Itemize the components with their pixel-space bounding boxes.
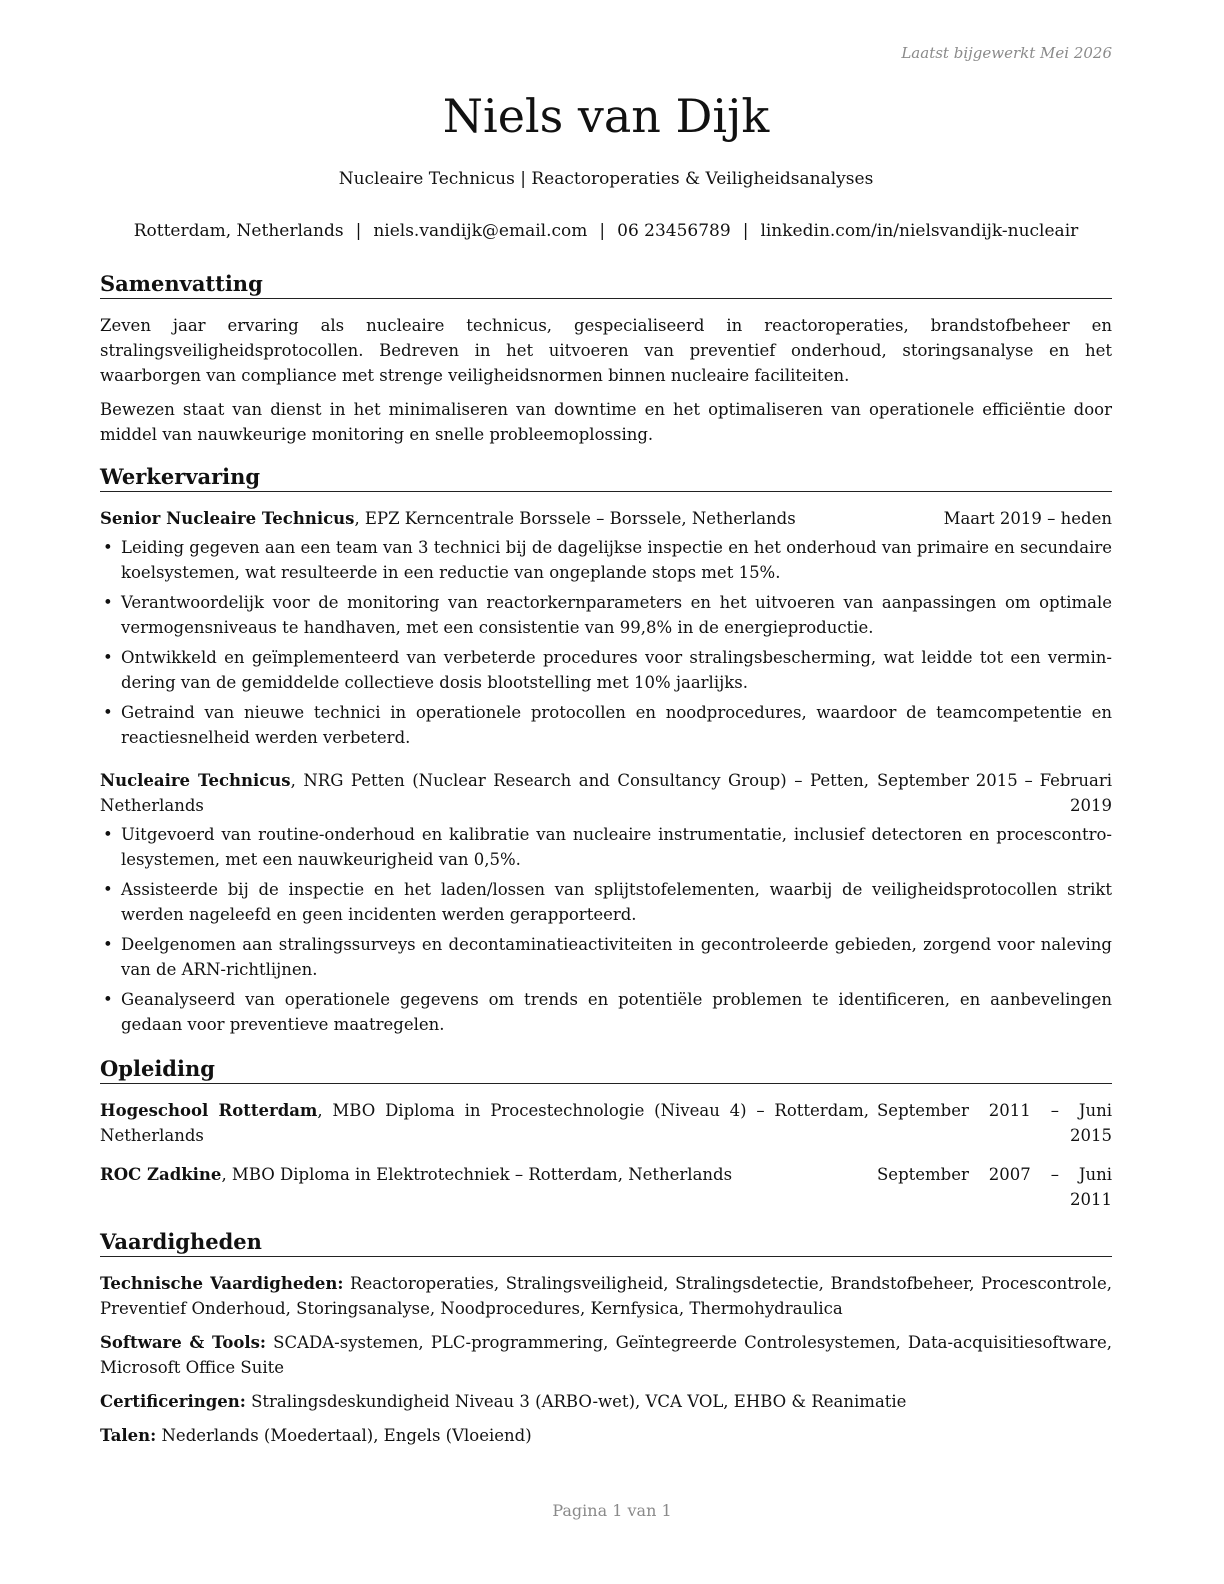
skill-label: Technische Vaardigheden: xyxy=(100,1274,344,1293)
education-entry xyxy=(100,1162,1112,1212)
bullet-icon: • xyxy=(103,703,113,722)
bullet-text: Uitgevoerd van routine-onderhoud en kalibratie van nucleaire instrumentatie, inclusief detectoren en procescontrolesystemen, met een nauwkeurigheid van 0,5%. xyxy=(121,825,1112,869)
job-header xyxy=(100,506,1112,531)
list-item xyxy=(100,932,1112,982)
education-line xyxy=(100,1098,869,1148)
list-item xyxy=(100,535,1112,585)
education-school: ROC Zadkine xyxy=(100,1165,222,1184)
list-item xyxy=(100,590,1112,640)
contact-linkedin[interactable]: linkedin.com/in/nielsvandijk-nucleair xyxy=(760,221,1079,241)
section-title-education: Opleiding xyxy=(100,1055,1112,1084)
resume-content xyxy=(100,270,1112,1464)
headline: Nucleaire Technicus | Reactoroperaties & Veiligheidsanalyses xyxy=(338,169,874,189)
education-entry xyxy=(100,1098,1112,1148)
contact-line xyxy=(100,219,1112,243)
last-updated: Laatst bijgewerkt Mei 2026 xyxy=(901,44,1112,62)
skill-value: SCADA-systemen, PLC-programmering, Geïntegreerde Controlesystemen, Data-acquisitiesoftware, Microsoft Office Suite xyxy=(100,1333,1113,1377)
job-bullets xyxy=(100,535,1112,750)
bullet-text: Geanalyseerd van operationele gegevens om trends en potentiële problemen te identificeren, en aanbevelingen gedaan voor preventieve maatregelen. xyxy=(121,990,1112,1034)
contact-phone[interactable]: 06 23456789 xyxy=(617,221,731,241)
bullet-icon: • xyxy=(103,538,113,557)
job-title-line xyxy=(100,768,869,818)
skill-line xyxy=(100,1271,1112,1321)
skill-value: Stralingsdeskundigheid Niveau 3 (ARBO-wet), VCA VOL, EHBO & Reanimatie xyxy=(245,1392,907,1411)
bullet-text: Assisteerde bij de inspectie en het laden/lossen van splijtstofelementen, waarbij de veiligheidsprotocollen strikt werden nageleefd en geen incidenten werden gerapporteerd. xyxy=(121,880,1112,924)
skill-line xyxy=(100,1423,1112,1448)
summary-section xyxy=(100,270,1112,447)
bullet-icon: • xyxy=(103,990,113,1009)
education-detail: , MBO Diploma in Procestechnologie (Niveau 4) – Rotterdam, Netherlands xyxy=(100,1101,869,1145)
skill-label: Certificeringen: xyxy=(100,1392,246,1411)
education-detail: , MBO Diploma in Elektrotechniek – Rotterdam, Netherlands xyxy=(221,1165,733,1184)
skill-value: Nederlands (Moedertaal), Engels (Vloeiend) xyxy=(156,1426,532,1445)
bullet-text: Ontwikkeld en geïmplementeerd van verbeterde procedures voor stralingsbescherming, wat leidde tot een vermindering van de gemiddelde collectieve dosis blootstelling met 10% jaarlijks. xyxy=(121,648,1112,692)
section-title-experience: Werkervaring xyxy=(100,463,1112,492)
education-header xyxy=(100,1098,1112,1148)
bullet-icon: • xyxy=(103,825,113,844)
bullet-icon: • xyxy=(103,880,113,899)
contact-separator: | xyxy=(599,221,606,241)
experience-section xyxy=(100,463,1112,1037)
list-item xyxy=(100,645,1112,695)
bullet-icon: • xyxy=(103,935,113,954)
bullet-text: Verantwoordelijk voor de monitoring van reactorkernparameters en het uitvoeren van aanpassingen om optimale vermogensniveaus te handhaven, met een consistentie van 99,8% in de energieproductie. xyxy=(121,593,1112,637)
list-item xyxy=(100,877,1112,927)
skill-label: Software & Tools: xyxy=(100,1333,266,1352)
job-entry xyxy=(100,768,1112,1037)
page-number: Pagina 1 van 1 xyxy=(552,1501,672,1520)
summary-paragraph: Bewezen staat van dienst in het minimaliseren van downtime en het optimaliseren van operationele efficiëntie door middel van nauwkeurige monitoring en snelle probleemoplossing. xyxy=(100,400,1112,444)
skills-section xyxy=(100,1228,1112,1448)
job-role: Senior Nucleaire Technicus xyxy=(100,509,355,528)
bullet-icon: • xyxy=(103,593,113,612)
bullet-icon: • xyxy=(103,648,113,667)
contact-separator: | xyxy=(355,221,362,241)
list-item xyxy=(100,700,1112,750)
list-item xyxy=(100,822,1112,872)
job-dates: September 2015 – Februari 2019 xyxy=(877,771,1112,815)
summary-paragraph: Zeven jaar ervaring als nucleaire technicus, gespecialiseerd in reactoroperaties, brandstofbeheer en stralingsveiligheidsprotocollen. Bedreven in het uitvoeren van preventief onderhoud, storingsanalyse en het waarborgen van compliance met strenge veiligheidsnormen binnen nucleaire faciliteiten. xyxy=(100,316,1112,385)
job-bullets xyxy=(100,822,1112,1037)
contact-separator: | xyxy=(742,221,749,241)
job-entry xyxy=(100,506,1112,750)
skill-label: Talen: xyxy=(100,1426,157,1445)
bullet-text: Deelgenomen aan stralingssurveys en decontaminatieactiviteiten in gecontroleerde gebieden, zorgend voor naleving van de ARN-richtlijnen. xyxy=(121,935,1112,979)
bullet-text: Getraind van nieuwe technici in operationele protocollen en noodprocedures, waardoor de teamcompetentie en reactiesnelheid werden verbeterd. xyxy=(121,703,1112,747)
education-header xyxy=(100,1162,1112,1212)
job-title-line xyxy=(100,506,936,531)
candidate-name: Niels van Dijk xyxy=(442,89,770,143)
education-dates: September 2007 – Juni 2011 xyxy=(877,1165,1112,1209)
contact-email[interactable]: niels.vandijk@email.com xyxy=(373,221,588,241)
education-section xyxy=(100,1055,1112,1212)
skill-line xyxy=(100,1389,1112,1414)
list-item xyxy=(100,987,1112,1037)
skill-line xyxy=(100,1330,1112,1380)
job-header xyxy=(100,768,1112,818)
education-dates: September 2011 – Juni 2015 xyxy=(877,1101,1112,1145)
section-title-summary: Samenvatting xyxy=(100,270,1112,299)
education-line xyxy=(100,1162,869,1212)
job-company: , NRG Petten (Nuclear Research and Consultancy Group) – Petten, Netherlands xyxy=(100,771,869,815)
skill-value: Reactoroperaties, Stralingsveiligheid, Stralingsdetectie, Brandstofbeheer, Procescontrole, Preventief Onderhoud, Storingsanalyse, Noodprocedures, Kernfysica, Thermohydraulica xyxy=(100,1274,1112,1318)
job-dates: Maart 2019 – heden xyxy=(943,509,1112,528)
education-school: Hogeschool Rotterdam xyxy=(100,1101,318,1120)
job-company: , EPZ Kerncentrale Borssele – Borssele, Netherlands xyxy=(354,509,796,528)
job-role: Nucleaire Technicus xyxy=(100,771,291,790)
contact-location: Rotterdam, Netherlands xyxy=(133,221,344,241)
bullet-text: Leiding gegeven aan een team van 3 technici bij de dagelijkse inspectie en het onderhoud van primaire en secundaire koelsystemen, wat resulteerde in een reductie van ongeplande stops met 15%. xyxy=(121,538,1112,582)
section-title-skills: Vaardigheden xyxy=(100,1228,1112,1257)
